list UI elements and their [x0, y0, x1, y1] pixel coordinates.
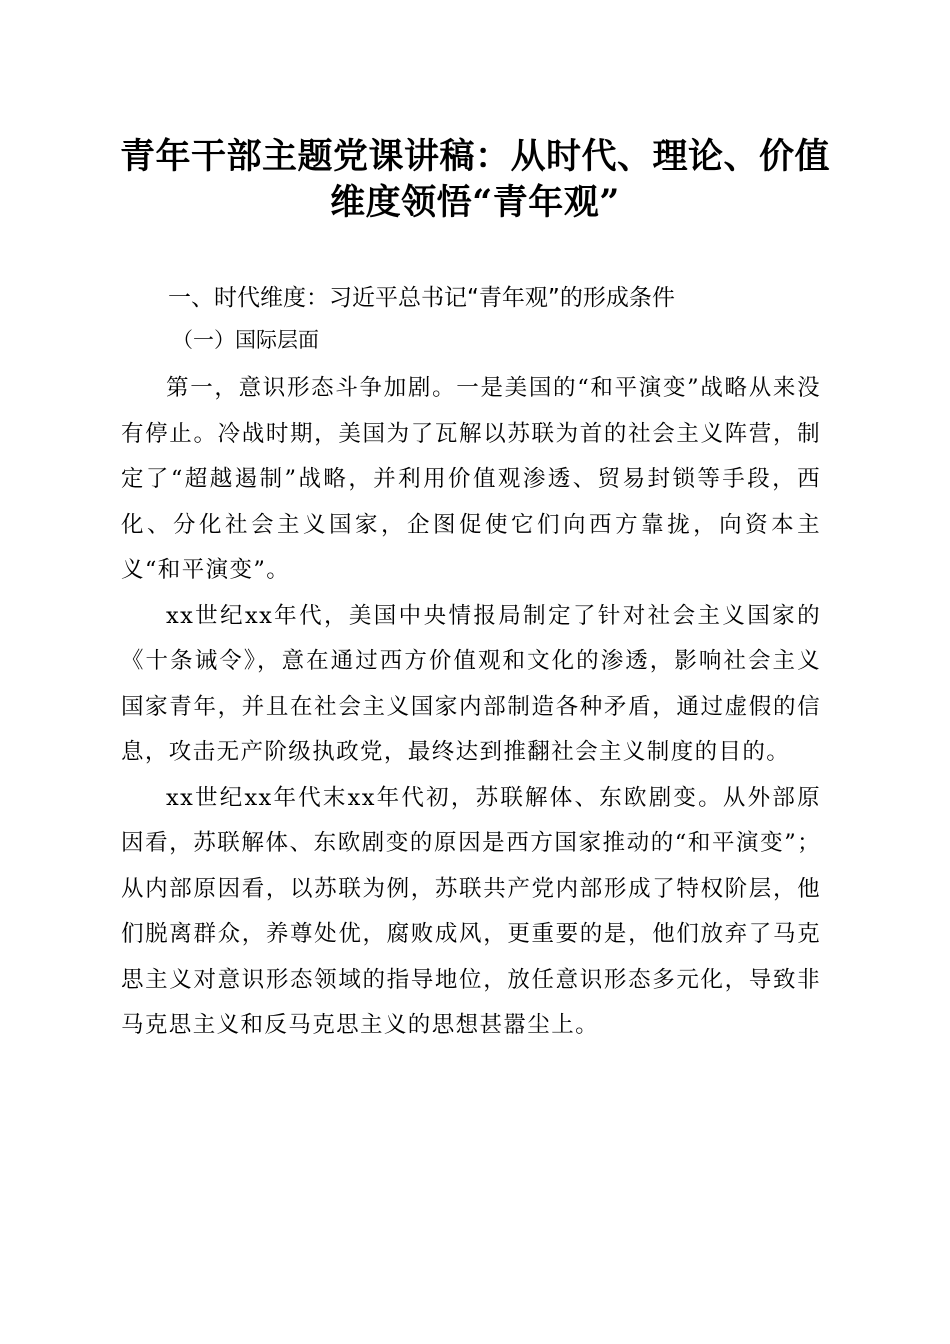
document-body	[121, 366, 821, 1049]
section-heading-1: 一、时代维度：习近平总书记“青年观”的形成条件	[168, 285, 675, 311]
subsection-heading-1: （一）国际层面	[172, 328, 319, 352]
title-line-2: 维度领悟“青年观”	[330, 182, 620, 223]
document-title	[100, 134, 850, 226]
paragraph-1: 第一，意识形态斗争加剧。一是美国的“和平演变”战略从来没有停止。冷战时期，美国为了瓦解以苏联为首的社会主义阵营，制定了“超越遏制”战略，并利用价值观渗透、贸易封锁等手段，西化、分化社会主义国家，企图促使它们向西方靠拢，向资本主义“和平演变”。	[121, 375, 821, 583]
paragraph-2: xx世纪xx年代，美国中央情报局制定了针对社会主义国家的《十条诫令》，意在通过西方价值观和文化的渗透，影响社会主义国家青年，并且在社会主义国家内部制造各种矛盾，通过虚假的信息，攻击无产阶级执政党，最终达到推翻社会主义制度的目的。	[121, 602, 821, 765]
title-line-1: 青年干部主题党课讲稿：从时代、理论、价值	[119, 136, 830, 177]
paragraph-3: xx世纪xx年代末xx年代初，苏联解体、东欧剧变。从外部原因看，苏联解体、东欧剧变的原因是西方国家推动的“和平演变”；从内部原因看，以苏联为例，苏联共产党内部形成了特权阶层，他们脱离群众，养尊处优，腐败成风，更重要的是，他们放弃了马克思主义对意识形态领域的指导地位，放任意识形态多元化，导致非马克思主义和反马克思主义的思想甚嚣尘上。	[121, 784, 821, 1038]
